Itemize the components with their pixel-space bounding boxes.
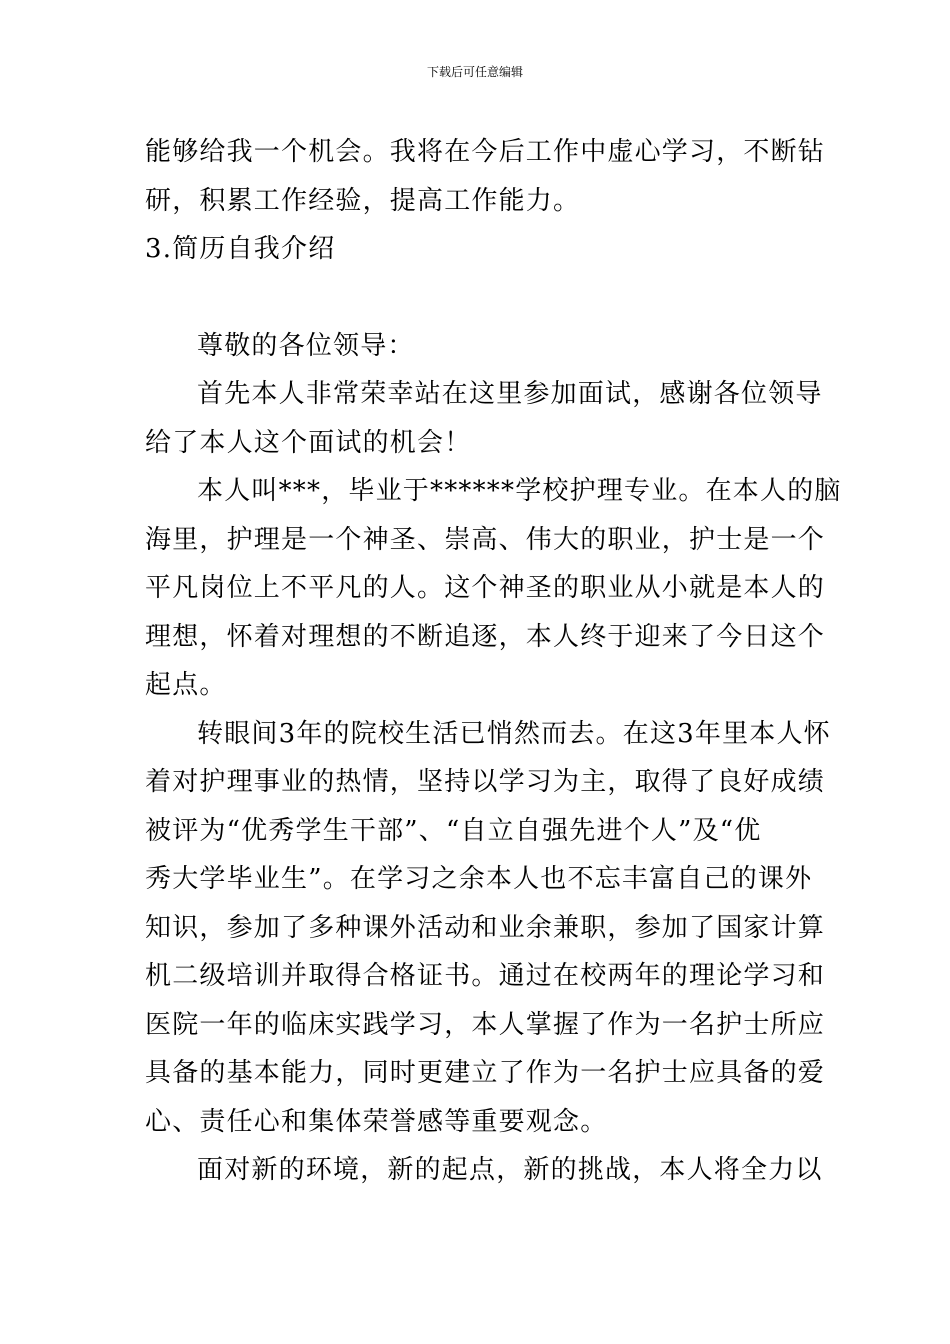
text-line: 本人叫***，毕业于******学校护理专业。在本人的脑 <box>197 476 842 506</box>
text-line: 转眼间3年的院校生活已悄然而去。在这3年里本人怀 <box>197 718 831 749</box>
text-line: 着对护理事业的热情，坚持以学习为主，取得了良好成绩 <box>145 767 826 797</box>
text-line: 首先本人非常荣幸站在这里参加面试，感谢各位领导 <box>197 379 823 409</box>
text-line: 能够给我一个机会。我将在今后工作中虚心学习，不断钻 <box>145 137 826 167</box>
text-line: 被评为“优秀学生干部”、“自立自强先进个人”及“优 <box>145 815 762 846</box>
text-line: 面对新的环境，新的起点，新的挑战，本人将全力以 <box>197 1155 823 1185</box>
section-heading: 3.简历自我介绍 <box>145 234 336 264</box>
text-line: 秀大学毕业生”。在学习之余本人也不忘丰富自己的课外 <box>145 864 813 894</box>
text-line: 给了本人这个面试的机会！ <box>145 427 472 458</box>
text-line: 研，积累工作经验，提高工作能力。 <box>145 185 581 216</box>
text-line: 机二级培训并取得合格证书。通过在校两年的理论学习和 <box>145 961 826 991</box>
text-line: 医院一年的临床实践学习，本人掌握了作为一名护士所应 <box>145 1009 826 1040</box>
text-line: 平凡岗位上不平凡的人。这个神圣的职业从小就是本人的 <box>145 573 826 603</box>
text-line: 知识，参加了多种课外活动和业余兼职，参加了国家计算 <box>145 912 826 943</box>
text-line: 心、责任心和集体荣誉感等重要观念。 <box>145 1106 608 1137</box>
blank-line <box>145 274 810 322</box>
text-line: 海里，护理是一个神圣、崇高、伟大的职业，护士是一个 <box>145 524 826 555</box>
salutation: 尊敬的各位领导： <box>197 330 415 361</box>
text-line: 起点。 <box>145 670 227 700</box>
text-line: 理想，怀着对理想的不断追逐，本人终于迎来了今日这个 <box>145 621 826 652</box>
document-body <box>145 128 842 1195</box>
page-header: 下载后可任意编辑 <box>426 65 523 79</box>
text-line: 具备的基本能力，同时更建立了作为一名护士应具备的爱 <box>145 1058 826 1088</box>
